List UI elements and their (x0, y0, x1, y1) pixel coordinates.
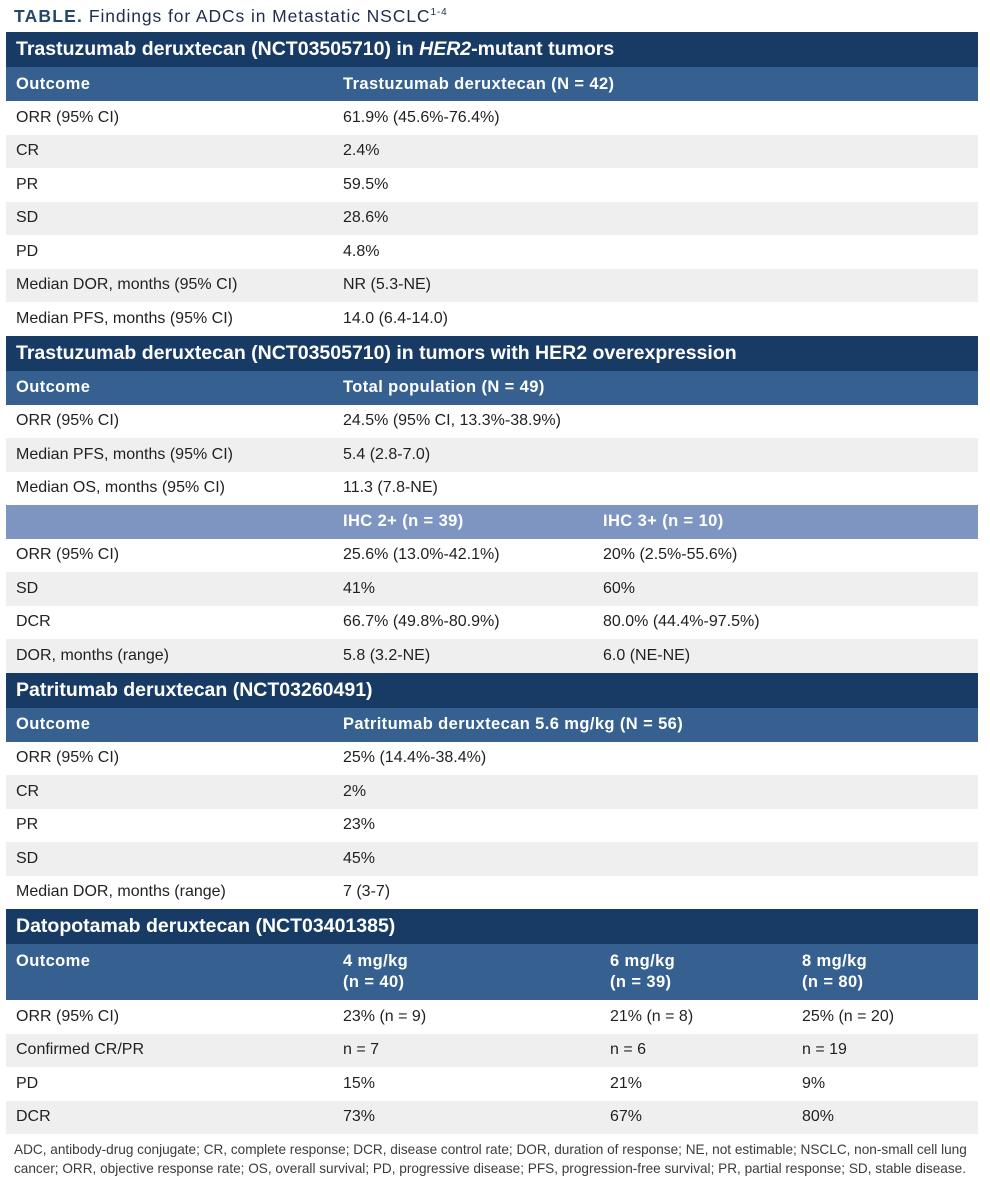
column-header-line: (n = 80) (802, 973, 864, 991)
row-label: Median PFS, months (95% CI) (16, 445, 233, 463)
cell-value: 24.5% (95% CI, 13.3%-38.9%) (343, 412, 561, 430)
column-header-line: (n = 40) (343, 973, 405, 991)
table-row (6, 1000, 978, 1034)
cell-value: 14.0 (6.4-14.0) (343, 309, 448, 327)
column-header-row (6, 944, 978, 1000)
table-row (6, 168, 978, 202)
column-header: Outcome (16, 715, 91, 733)
table-row (6, 202, 978, 236)
table-row (6, 1067, 978, 1101)
section-heading-text: -mutant tumors (471, 38, 615, 60)
cell-value: 21% (610, 1074, 643, 1092)
cell-value: 5.4 (2.8-7.0) (343, 445, 431, 463)
row-label: ORR (95% CI) (16, 546, 120, 564)
table-row (6, 539, 978, 573)
row-label: SD (16, 849, 39, 867)
cell-value: n = 7 (343, 1041, 380, 1059)
row-label: Median PFS, months (95% CI) (16, 309, 233, 327)
cell-value: 41% (343, 579, 376, 597)
cell-value: 11.3 (7.8-NE) (343, 479, 438, 497)
cell-value: 61.9% (45.6%-76.4%) (343, 108, 500, 126)
table-row (6, 876, 978, 910)
cell-value: 66.7% (49.8%-80.9%) (343, 613, 500, 631)
column-header: Outcome (16, 74, 91, 93)
footnote: ADC, antibody-drug conjugate; CR, complete response; DCR, disease control rate; DOR, duration of response; NE, not estimable; NSCLC, non-small cell lung cancer; ORR, objective response rate; OS, overall survival; PD, progressive disease; PFS, progression-free survival; PR, partial response; SD, stable disease. (14, 1142, 967, 1176)
cell-value: 25% (14.4%-38.4%) (343, 749, 487, 767)
section-heading-tdxd-her2-mutant (6, 32, 978, 67)
cell-value: 59.5% (343, 175, 389, 193)
column-header: Total population (N = 49) (343, 378, 545, 396)
row-label: Median DOR, months (95% CI) (16, 276, 238, 294)
table-row (6, 842, 978, 876)
row-label: Confirmed CR/PR (16, 1041, 145, 1059)
cell-value: 21% (n = 8) (610, 1007, 694, 1025)
row-label: SD (16, 579, 39, 597)
table-title-text: Findings for ADCs in Metastatic NSCLC (88, 6, 431, 26)
cell-value: 60% (603, 579, 636, 597)
section-heading-text: Patritumab deruxtecan (NCT03260491) (16, 678, 373, 701)
cell-value: 20% (2.5%-55.6%) (603, 546, 738, 564)
reference-superscript: 1-4 (430, 7, 448, 19)
row-label: CR (16, 782, 40, 800)
section-heading-tdxd-her2-overexpression (6, 336, 978, 371)
cell-value: 15% (343, 1074, 376, 1092)
column-header (600, 951, 792, 993)
cell-value: n = 19 (802, 1041, 847, 1059)
table-row (6, 302, 978, 336)
table-row (6, 1101, 978, 1135)
cell-value: 7 (3-7) (343, 883, 391, 901)
section-heading-text: Trastuzumab deruxtecan (NCT03505710) in tumors with HER2 overexpression (16, 341, 737, 364)
column-header-row (6, 371, 978, 405)
table-label: TABLE. (14, 6, 84, 26)
table-row (6, 775, 978, 809)
table-row (6, 101, 978, 135)
table-row (6, 438, 978, 472)
table-row (6, 606, 978, 640)
table-row (6, 235, 978, 269)
table-row (6, 269, 978, 303)
cell-value: 80.0% (44.4%-97.5%) (603, 613, 760, 631)
subgroup-header: IHC 2+ (n = 39) (343, 512, 464, 531)
column-header-line: (n = 39) (610, 973, 672, 991)
row-label: Median OS, months (95% CI) (16, 479, 225, 497)
subgroup-header-row (6, 505, 978, 539)
cell-value: 5.8 (3.2-NE) (343, 646, 431, 664)
row-label: ORR (95% CI) (16, 1007, 120, 1025)
table-row (6, 1034, 978, 1068)
row-label: PD (16, 1074, 39, 1092)
row-label: PD (16, 242, 39, 260)
cell-value: NR (5.3-NE) (343, 276, 432, 294)
cell-value: 73% (343, 1108, 376, 1126)
cell-value: 28.6% (343, 209, 389, 227)
column-header: Trastuzumab deruxtecan (N = 42) (343, 74, 615, 93)
row-label: SD (16, 209, 39, 227)
column-header-line: 6 mg/kg (610, 952, 676, 970)
cell-value: 45% (343, 849, 376, 867)
section-heading-patritumab (6, 673, 978, 708)
column-header (792, 951, 978, 993)
table-row (6, 572, 978, 606)
cell-value: 4.8% (343, 242, 380, 260)
cell-value: 25% (n = 20) (802, 1007, 895, 1025)
cell-value: 23% (343, 816, 376, 834)
row-label: CR (16, 142, 40, 160)
cell-value: 6.0 (NE-NE) (603, 646, 691, 664)
row-label: DCR (16, 613, 51, 631)
section-heading-gene: HER2 (419, 38, 472, 60)
column-header-row (6, 67, 978, 101)
column-header: Patritumab deruxtecan 5.6 mg/kg (N = 56) (343, 715, 684, 733)
cell-value: 9% (802, 1074, 826, 1092)
findings-table (6, 32, 978, 1134)
column-header-line: Outcome (16, 952, 91, 970)
section-heading-text: Trastuzumab deruxtecan (NCT03505710) in (16, 38, 420, 60)
section-heading-text: Datopotamab deruxtecan (NCT03401385) (16, 915, 396, 937)
cell-value: 2.4% (343, 142, 380, 160)
cell-value: 25.6% (13.0%-42.1%) (343, 546, 500, 564)
table-row (6, 742, 978, 776)
cell-value: 67% (610, 1108, 643, 1126)
cell-value: 2% (343, 782, 367, 800)
row-label: PR (16, 816, 39, 834)
column-header: Outcome (16, 378, 91, 396)
column-header (333, 951, 600, 993)
table-row (6, 639, 978, 673)
column-header-line: 4 mg/kg (343, 952, 409, 970)
row-label: ORR (95% CI) (16, 108, 120, 126)
row-label: ORR (95% CI) (16, 412, 120, 430)
row-label: DCR (16, 1108, 51, 1126)
column-header-line: 8 mg/kg (802, 952, 868, 970)
cell-value: 80% (802, 1108, 835, 1126)
cell-value: n = 6 (610, 1041, 647, 1059)
table-row (6, 135, 978, 169)
cell-value: 23% (n = 9) (343, 1007, 427, 1025)
section-heading-datopotamab (6, 909, 978, 944)
table-title (14, 6, 448, 27)
column-header (6, 951, 333, 972)
column-header-row (6, 708, 978, 742)
table-row (6, 472, 978, 506)
row-label: DOR, months (range) (16, 646, 169, 664)
table-row (6, 405, 978, 439)
row-label: ORR (95% CI) (16, 749, 120, 767)
subgroup-header: IHC 3+ (n = 10) (603, 512, 724, 531)
row-label: PR (16, 175, 39, 193)
table-row (6, 809, 978, 843)
row-label: Median DOR, months (range) (16, 883, 226, 901)
